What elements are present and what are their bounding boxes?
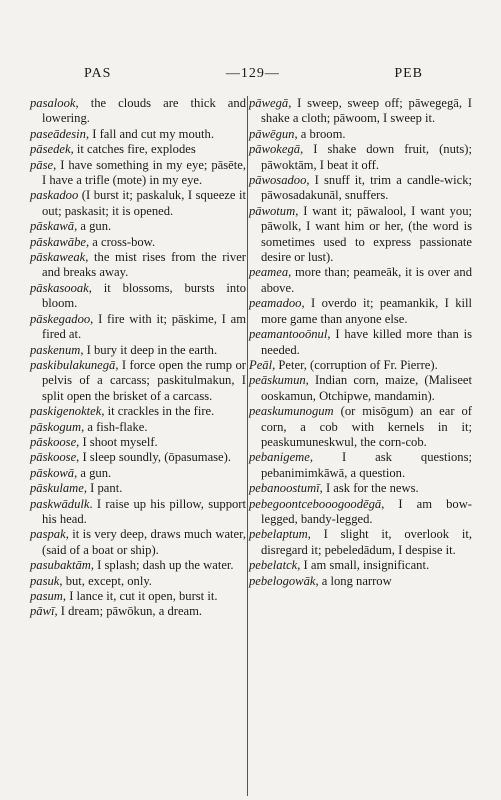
- dictionary-entry: [249, 497, 472, 528]
- definition: , I splash; dash up the water.: [90, 558, 234, 573]
- dictionary-entry: [30, 158, 246, 189]
- definition: , it blossoms, bursts into bloom.: [42, 280, 246, 311]
- dictionary-entry: [249, 265, 472, 296]
- headword: peaskumunogum: [249, 404, 334, 419]
- dictionary-entry: [30, 219, 246, 234]
- dictionary-entry: [30, 604, 246, 619]
- headword: paskigenoktek: [30, 404, 102, 419]
- definition: , a gun.: [74, 465, 112, 480]
- headword: pebanoostumī: [249, 481, 320, 496]
- dictionary-entry: [249, 204, 472, 266]
- headword: pāskowā: [30, 465, 75, 480]
- headword: pāskoose: [30, 450, 77, 465]
- definition: , I am small, insignificant.: [297, 558, 430, 573]
- headword: pāskoose: [30, 434, 77, 449]
- header-right: PEB: [394, 66, 423, 81]
- headword: paskadoo: [30, 188, 79, 203]
- dictionary-entry: [249, 481, 472, 496]
- left-column: [30, 96, 246, 620]
- headword: peamea: [249, 265, 289, 280]
- dictionary-entry: [30, 188, 246, 219]
- headword: pāse: [30, 157, 54, 172]
- headword: pebelaptum: [249, 527, 308, 542]
- page-number: —129—: [225, 66, 280, 81]
- definition: , Indian corn, maize, (Maliseet ooskamun, Otchipwe, mandamin).: [261, 373, 472, 403]
- headword: pasubaktām: [30, 558, 91, 573]
- definition: , I ask questions; pebanimimkāwā, a question.: [261, 450, 472, 480]
- dictionary-entry: [249, 450, 472, 481]
- headword: pāwēgun: [249, 126, 295, 141]
- headword: pebegoontcebooogoodēgā: [249, 496, 382, 511]
- dictionary-entry: [249, 574, 472, 589]
- definition: , I snuff it, trim a candle-wick; pāwosadakunāl, snuffers.: [261, 173, 472, 203]
- definition: , I ask for the news.: [319, 481, 419, 496]
- dictionary-entry: [30, 281, 246, 312]
- dictionary-entry: [30, 574, 246, 589]
- definition: , I fall and cut my mouth.: [85, 126, 214, 141]
- headword: pāskawā: [30, 219, 75, 234]
- headword: pāskawābe: [30, 234, 86, 249]
- dictionary-entry: [30, 558, 246, 573]
- headword: pāwegā: [249, 96, 289, 110]
- dictionary-entry: [30, 466, 246, 481]
- headword: pāskulame: [30, 481, 84, 496]
- headword: peāskumun: [249, 373, 306, 388]
- headword: pāskogum: [30, 419, 82, 434]
- dictionary-entry: [249, 527, 472, 558]
- headword: pebelogowāk: [249, 573, 316, 588]
- definition: , I want it; pāwalool, I want you; pāwolk, I want him or her, (the word is sometimes used to express passionate desire or lust).: [261, 203, 472, 265]
- headword: pasum: [30, 589, 63, 603]
- headword: pāwokegā: [249, 142, 301, 157]
- dictionary-entry: [249, 404, 472, 450]
- dictionary-entry: [249, 127, 472, 142]
- definition: , I pant.: [83, 481, 123, 496]
- dictionary-entry: [30, 404, 246, 419]
- definition: , it catches fire, explodes: [70, 142, 196, 157]
- dictionary-entry: [30, 435, 246, 450]
- dictionary-entry: [30, 142, 246, 157]
- column-divider: [247, 96, 248, 796]
- dictionary-entry: [249, 358, 472, 373]
- dictionary-entry: [249, 558, 472, 573]
- header-left: PAS: [84, 66, 112, 81]
- headword: paskenum: [30, 342, 81, 357]
- headword: pāskegadoo: [30, 311, 91, 326]
- dictionary-entry: [249, 327, 472, 358]
- headword: pāskasooak: [30, 280, 89, 295]
- definition: , a long narrow: [315, 573, 392, 588]
- headword: paskwādulk: [30, 496, 90, 511]
- definition: , it is very deep, draws much water, (said of a boat or ship).: [42, 527, 246, 557]
- headword: pasalook: [30, 96, 76, 110]
- headword: paspak: [30, 527, 66, 542]
- definition: , I lance it, cut it open, burst it.: [62, 589, 218, 603]
- headword: pāsedek: [30, 142, 71, 157]
- definition: , I dream; pāwōkun, a dream.: [54, 604, 203, 619]
- dictionary-entry: [249, 142, 472, 173]
- headword: pāwosadoo: [249, 173, 307, 188]
- columns: [30, 96, 472, 796]
- definition: , Peter, (corruption of Fr. Pierre).: [272, 357, 438, 372]
- definition: , a broom.: [294, 126, 346, 141]
- definition: , I slight it, overlook it, disregard it; pebeledādum, I despise it.: [261, 527, 472, 557]
- headword: pasuk: [30, 573, 60, 588]
- definition: , I sweep, sweep off; pāwegegā, I shake a cloth; pāwoom, I sweep it.: [261, 96, 472, 126]
- definition: , but, except, only.: [59, 573, 152, 588]
- dictionary-entry: [30, 420, 246, 435]
- definition: , more than; peameāk, it is over and above.: [261, 265, 472, 295]
- dictionary-entry: [30, 358, 246, 404]
- definition: , the clouds are thick and lowering.: [42, 96, 246, 126]
- headword: Peāl: [249, 357, 273, 372]
- definition: , I sleep soundly, (ōpasumase).: [76, 450, 231, 465]
- dictionary-entry: [249, 173, 472, 204]
- headword: pāwotum: [249, 203, 296, 218]
- headword: pāskaweak: [30, 250, 86, 265]
- definition: , I am bow-legged, bandy-legged.: [261, 496, 472, 526]
- definition: , I bury it deep in the earth.: [80, 342, 218, 357]
- headword: pebelatck: [249, 558, 298, 573]
- dictionary-entry: [30, 312, 246, 343]
- dictionary-entry: [30, 527, 246, 558]
- definition: , it crackles in the fire.: [101, 404, 215, 419]
- headword: paseādesin: [30, 126, 86, 141]
- dictionary-entry: [30, 343, 246, 358]
- definition: , a cross-bow.: [85, 234, 156, 249]
- definition: , I fire with it; pāskime, I am fired at.: [42, 311, 246, 342]
- dictionary-entry: [30, 127, 246, 142]
- definition: , a fish-flake.: [81, 419, 148, 434]
- dictionary-entry: [30, 96, 246, 127]
- definition: , I shake down fruit, (nuts); pāwoktām, I beat it off.: [261, 142, 472, 172]
- definition: , I shoot myself.: [76, 434, 158, 449]
- dictionary-entry: [30, 250, 246, 281]
- dictionary-entry: [30, 450, 246, 465]
- dictionary-entry: [30, 481, 246, 496]
- definition: , I have something in my eye; pāsēte, I have a trifle (mote) in my eye.: [42, 157, 246, 188]
- dictionary-entry: [249, 373, 472, 404]
- dictionary-entry: [30, 589, 246, 604]
- right-column: [249, 96, 472, 589]
- headword: peamantooōnul: [249, 327, 328, 342]
- definition: , I overdo it; peamankik, I kill more game than anyone else.: [261, 296, 472, 326]
- definition: , I force open the rump or pelvis of a carcass; paskitulmakun, I split open the brisket of a carcass.: [42, 357, 246, 403]
- headword: pebanigeme: [249, 450, 310, 465]
- dictionary-entry: [249, 96, 472, 127]
- running-head: [84, 66, 423, 82]
- headword: paskibulakunegā: [30, 357, 116, 372]
- definition: (I burst it; paskaluk, I squeeze it out; paskasit; it is opened.: [42, 188, 246, 218]
- definition: , the mist rises from the river and breaks away.: [42, 250, 246, 280]
- definition: . I raise up his pillow, support his head.: [42, 496, 246, 526]
- headword: peamadoo: [249, 296, 302, 311]
- definition: , a gun.: [74, 219, 112, 234]
- dictionary-entry: [30, 235, 246, 250]
- definition: , I have killed more than is needed.: [261, 327, 472, 357]
- definition: (or misōgum) an ear of corn, a cob with kernels in it; peaskumuneskwul, the corn-cob.: [261, 404, 472, 449]
- dictionary-entry: [249, 296, 472, 327]
- dictionary-entry: [30, 497, 246, 528]
- headword: pāwī: [30, 604, 55, 619]
